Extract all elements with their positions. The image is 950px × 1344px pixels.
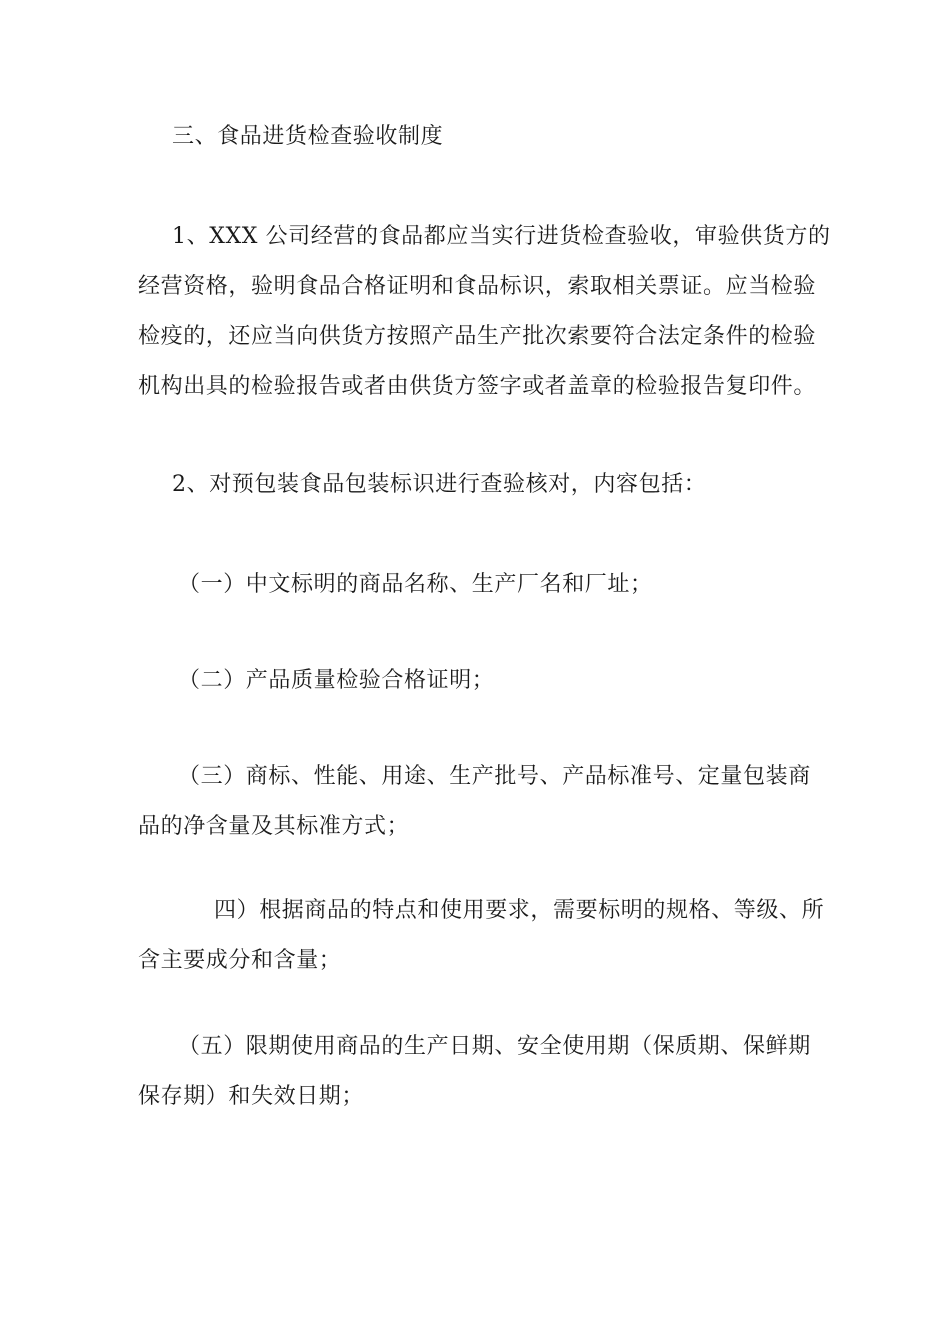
list-item-3-line-1: （三）商标、性能、用途、生产批号、产品标准号、定量包装商 <box>178 764 811 789</box>
list-item-5 <box>138 1022 828 1122</box>
paragraph-1-line-1: 1、XXX 公司经营的食品都应当实行进货检查验收，审验供货方的 <box>172 224 831 249</box>
paragraph-1-line-2: 经营资格，验明食品合格证明和食品标识，索取相关票证。应当检验 <box>138 274 817 299</box>
paragraph-1-line-3: 检疫的，还应当向供货方按照产品生产批次索要符合法定条件的检验 <box>138 324 817 349</box>
paragraph-1-line-4: 机构出具的检验报告或者由供货方签字或者盖章的检验报告复印件。 <box>138 374 817 399</box>
paragraph-2 <box>138 460 828 510</box>
list-item-1-text: （一）中文标明的商品名称、生产厂名和厂址； <box>178 572 653 597</box>
list-item-4-line-2: 含主要成分和含量； <box>138 948 342 973</box>
list-item-4 <box>138 886 828 986</box>
list-item-3-line-2: 品的净含量及其标准方式； <box>138 814 410 839</box>
list-item-5-line-1: （五）限期使用商品的生产日期、安全使用期（保质期、保鲜期 <box>178 1034 811 1059</box>
list-item-3 <box>138 752 828 852</box>
list-item-2-text: （二）产品质量检验合格证明； <box>178 668 495 693</box>
paragraph-2-text: 2、对预包装食品包装标识进行查验核对，内容包括： <box>172 472 707 497</box>
paragraph-1 <box>138 212 831 412</box>
heading-text: 三、食品进货检查验收制度 <box>172 124 444 149</box>
list-item-2 <box>138 656 828 706</box>
list-item-1 <box>138 560 828 610</box>
section-heading <box>138 112 828 162</box>
list-item-4-line-1: 四）根据商品的特点和使用要求，需要标明的规格、等级、所 <box>214 898 825 923</box>
list-item-5-line-2: 保存期）和失效日期； <box>138 1084 365 1109</box>
